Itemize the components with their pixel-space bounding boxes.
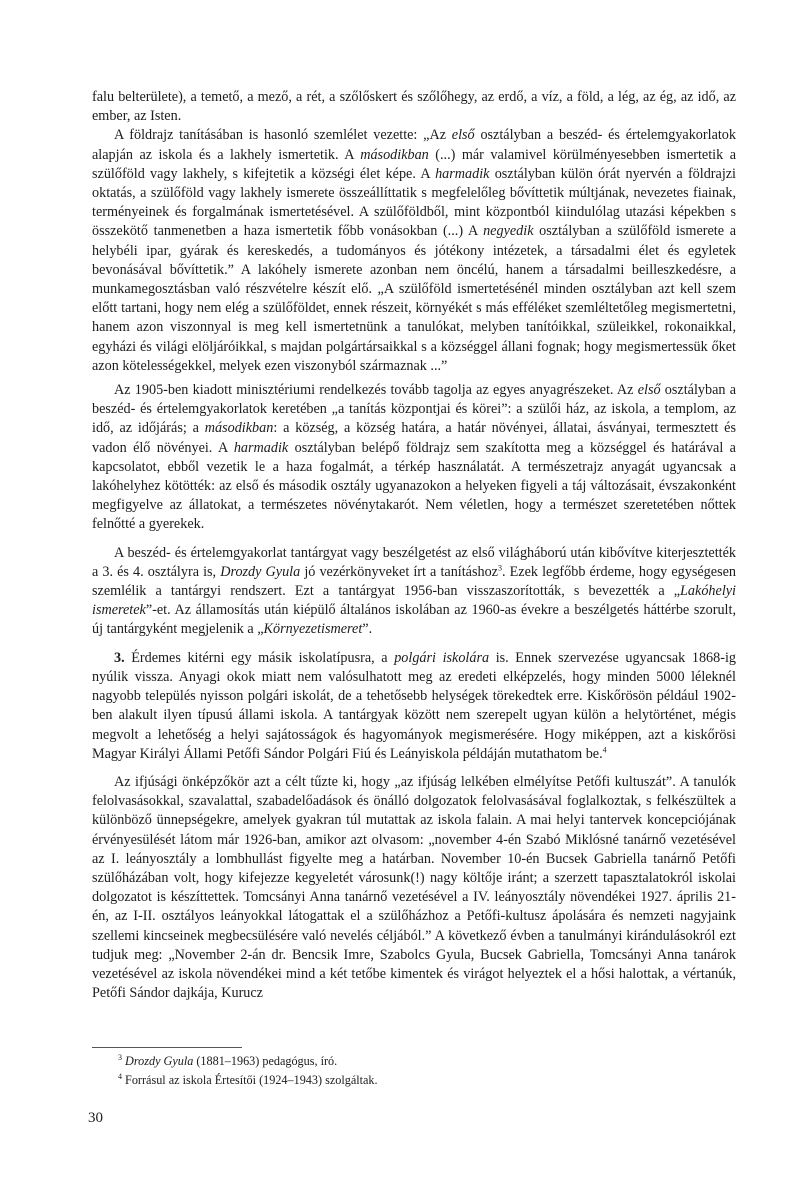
- page-number: 30: [88, 1110, 103, 1126]
- italic-text: Környezetismeret: [263, 621, 363, 638]
- text-run: ”.: [362, 621, 373, 638]
- text-run: osztályban külön órát nyervén a földrajzi oktatás, a szülőföld vagy lakhely ismerete összeállíttatik s megfelelőleg bővíttetik múltjának, nevezetes fiainak, terményeinek és forgalmának ismertetésével. A szülőföldből, mint központból kiindulólag utazási képekben s összekötő tanmenetben a haza ismertetik főbb vonásokban (...) A: [92, 165, 737, 240]
- footnotes: [118, 1052, 378, 1090]
- text-run: Az 1905-ben kiadott minisztériumi rendelkezés tovább tagolja az egyes anyagrészeket. Az: [114, 382, 638, 399]
- text-run: falu belterülete), a temető, a mező, a rét, a szőlőskert és szőlőhegy, az erdő, a víz, a föld, a lég, az ég, az idő, az ember, az Isten.: [92, 89, 736, 125]
- text-run: osztályban a beszéd- és értelemgyakorlatok keretében „a tanítás központjai és körei”: a szülői ház, az iskola, a templom, az idő, az időjárás; a: [92, 382, 737, 437]
- italic-text: első: [451, 127, 475, 144]
- text-run: is. Ennek szervezése ugyancsak 1868-ig nyúlik vissza. Anyagi okok miatt nem valósulhatott meg az eredeti elképzelés, hogy minden 5000 léleknél nagyobb település nyisson polgári iskolát, de a tehetősebb helységek törekedtek erre. Kiskőrösön például 1902-ben alakult ilyen típusú állami iskola. A tantárgyak között nem szerepelt ugyan külön a helytörténet, mégis megvolt a lehetőség a helyi sajátosságok és hagyományok megismerésére. Hogy miképpen, azt a kiskőrösi Magyar Királyi Állami Petőfi Sándor Polgári Fiú és Leányiskola példáján mutathatom be.: [92, 649, 736, 762]
- text-run: jó vezérkönyveket írt a tanításhoz: [300, 563, 498, 580]
- text-run: : a község, a község határa, a határ növényei, állatai, ásványai, termesztett és vadon élő növényei. A: [92, 420, 736, 456]
- text-run: ”-et. Az államosítás után kiépülő általános iskolában az 1960-as évekre a beszélgetés háttérbe szorult, új tantárgyként megjelenik a „: [92, 602, 736, 638]
- text-run: . Ezek legfőbb érdeme, hogy egységesen szemlélik a tantárgyi rendszert. Ezt a tantárgyat 1956-ban visszaszorították, s bevezették a „: [92, 563, 736, 600]
- italic-text: harmadik: [233, 439, 289, 456]
- italic-text: Drozdy Gyula: [125, 1054, 194, 1068]
- text-run: osztályban a szülőföld ismerete a helybéli ipar, gyárak és kereskedés, a tudományos és jótékony intézetek, a társadalmi élet és egyletek bevonásával bővíttetik.” A lakóhely ismerete azonban nem öncélú, hanem a társadalmi beilleszkedésre, a munkamegosztásban való részvételre készít elő. „A szülőföld ismertetésénél minden osztályban azt kell szem előtt tartani, hogy nem elég a szülőföldet, ennek részeit, környékét s más efféléket szemléltetőleg megismertetni, hanem azon viszonnyal is meg kell ismertetnünk a tanulókat, melyben tanítóikkal, szüleikkel, rokonaikkal, egyházi és világi elöljáróikkal, s majdan polgártársaikkal s a községgel állani fognak; hogy megismertessük őket azon kötelességekkel, melyek ezen viszonyból származnak ...”: [92, 223, 736, 374]
- italic-text: Drozdy Gyula: [220, 563, 301, 580]
- italic-text: negyedik: [483, 223, 534, 240]
- text-run: (...) már valamivel körülményesebben ismertetik a szülőföld vagy lakhely, s kifejtetik a községi élet képe. A: [92, 146, 736, 182]
- text-run: Forrásul az iskola Értesítői (1924–1943) szolgáltak.: [125, 1073, 378, 1087]
- paragraph: [92, 544, 736, 640]
- text-run: Érdemes kitérni egy másik iskolatípusra, a: [124, 649, 395, 666]
- text-run: osztályban a beszéd- és értelemgyakorlatok alapján az iskola és a lakhely ismertetik. A: [92, 127, 736, 163]
- footnote: [118, 1071, 378, 1090]
- text-run: A beszéd- és értelemgyakorlat tantárgyat vagy beszélgetést az első világháború után kibővítve kiterjesztették a 3. és 4. osztályra is,: [92, 544, 736, 580]
- footnote-ref: 3: [497, 563, 502, 573]
- italic-text: másodikban: [360, 146, 429, 163]
- paragraph: [92, 773, 736, 1003]
- text-run: Az ifjúsági önképzőkör azt a célt tűzte ki, hogy „az ifjúság lelkében elmélyítse Petőfi kultuszát”. A tanulók felolvasásokkal, szavalattal, szabadelőadások és önálló dolgozatok felolvasásával foglalkoztak, s felkészültek a különböző ünnepségekre, amelyek gyakran túl mutattak az iskola falain. A mai helyi tantervek koncepciójának érvényesülését látom már 1926-ban, amikor azt olvasom: „november 4-én Szabó Miklósné tanárnő vezetésével az I. leányosztály a lombhullást figyelte meg a határban. November 10-én Bucsek Gabriella tanárnő Petőfi szülőházában volt, hogy kifejezze kegyeletét városunk(!) nagy költője iránt; a szerzett tapasztalatokról iskolai dolgozatot is készíttettek. Tomcsányi Anna tanárnő vezetésével a IV. leányosztály növendékei 1927. április 21-én, az I-II. osztályos leányokkal látogattak el a szülőházhoz a Petőfi-kultusz ápolására és nemzeti nagyjaink szellemi kincseinek megbecsülésére való nevelés céljából.” A következő évben a tanulmányi kirándulásokról ezt tudjuk meg: „November 2-án dr. Bencsik Imre, Szabolcs Gyula, Bucsek Gabriella, Tomcsányi Anna tanárok vezetésével az iskola növendékei mind a két tetőbe kimentek és virágot helyeztek el a hősi halottak, a vértanúk, Petőfi Sándor dajkája, Kurucz: [92, 773, 736, 1002]
- paragraph: [92, 88, 736, 126]
- paragraph: [92, 126, 736, 376]
- text-run: A földrajz tanításában is hasonló szemlélet vezette: „Az: [114, 127, 452, 144]
- text-run: (1881–1963) pedagógus, író.: [193, 1054, 338, 1068]
- italic-text: első: [637, 382, 661, 399]
- body-text: [92, 88, 736, 1003]
- italic-text: polgári iskolára: [394, 649, 490, 666]
- italic-text: Lakóhelyi ismeretek: [92, 583, 736, 619]
- footnote-divider: [92, 1047, 242, 1048]
- italic-text: harmadik: [435, 165, 490, 182]
- section-number: 3.: [114, 649, 125, 666]
- footnote-ref: 4: [602, 744, 607, 754]
- footnote-number: 4: [118, 1071, 122, 1081]
- footnote-number: 3: [118, 1052, 122, 1062]
- paragraph: [92, 381, 736, 535]
- text-run: osztályban belépő földrajz sem szakította meg a községgel és határával a kapcsolatot, ebből vezetik le a haza fogalmát, a térkép használatát. A természetrajz anyagát ugyancsak a lakóhelyhez kötötték: az első és második osztály ugyanazokon a helyeken figyeli a táj változásait, évszakonként megfigyelve az állatokat, a természetes növénytakarót. Nem véletlen, hogy a természet szeretetében nőttek felnőtté a gyerekek.: [92, 439, 736, 533]
- italic-text: másodikban: [204, 420, 274, 437]
- paragraph: [92, 649, 736, 764]
- footnote: [118, 1052, 378, 1071]
